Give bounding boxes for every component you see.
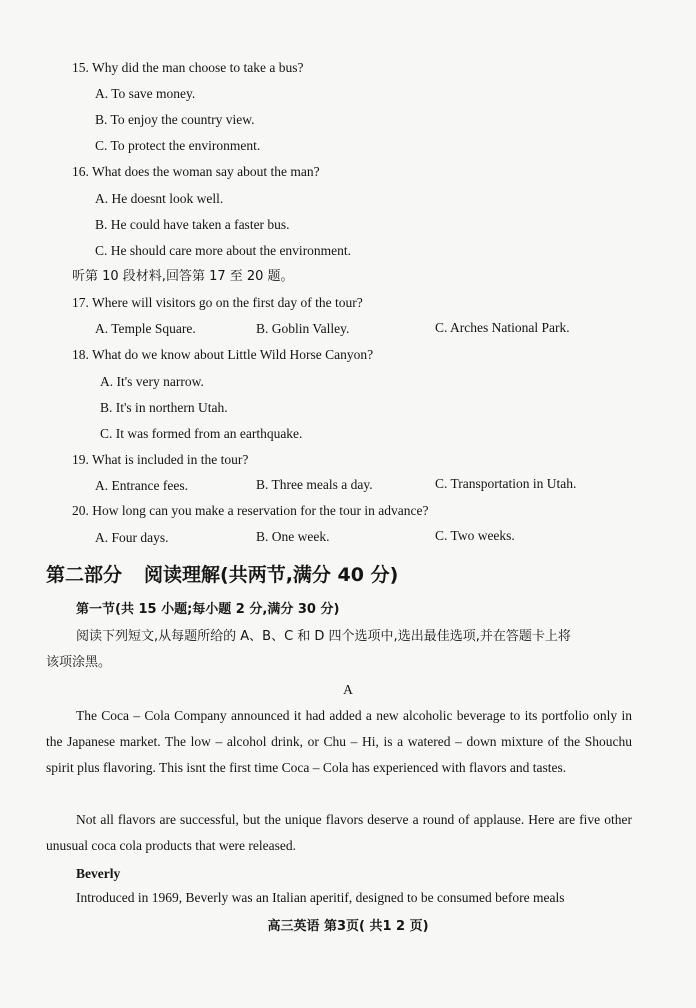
question-16-stem: 16. What does the woman say about the man? (72, 164, 320, 179)
reading-instruction-line-2: 该项涂黑。 (46, 655, 112, 670)
question-17-stem: 17. Where will visitors go on the first day of the tour? (72, 295, 363, 310)
question-16-option-c: C. He should care more about the environment. (95, 243, 352, 258)
page-footer: 高三英语 第3页( 共1 2 页) (267, 919, 429, 934)
question-19-option-a: A. Entrance fees. (95, 478, 188, 493)
passage-label: A (343, 682, 353, 697)
question-18-option-a: A. It's very narrow. (100, 374, 204, 389)
question-19-option-c: C. Transportation in Utah. (435, 476, 577, 491)
passage-paragraph-3: Introduced in 1969, Beverly was an Italian aperitif, designed to be consumed before meals (76, 890, 565, 905)
question-15-option-a: A. To save money. (95, 86, 196, 101)
section-title: 阅读理解(共两节,满分 40 分) (144, 564, 399, 586)
question-17-option-a: A. Temple Square. (95, 321, 196, 336)
question-17-option-c: C. Arches National Park. (435, 320, 570, 335)
question-20-stem: 20. How long can you make a reservation for the tour in advance? (72, 503, 429, 518)
section-heading (46, 563, 398, 587)
question-17-option-b: B. Goblin Valley. (256, 321, 350, 336)
question-15-option-c: C. To protect the environment. (95, 138, 261, 153)
reading-instruction-line-1: 阅读下列短文,从每题所给的 A、B、C 和 D 四个选项中,选出最佳选项,并在答题卡上将 (76, 629, 571, 644)
passage-paragraph-2: Not all flavors are successful, but the unique flavors deserve a round of applause. Here are five other unusual coca cola products that were released. (46, 812, 632, 853)
question-20-option-c: C. Two weeks. (435, 528, 515, 543)
section-part-label: 第二部分 (46, 564, 123, 586)
question-16-option-a: A. He doesnt look well. (95, 191, 224, 206)
passage-paragraph-1: The Coca – Cola Company announced it had added a new alcoholic beverage to its portfolio only in the Japanese market. The low – alcohol drink, or Chu – Hi, is a watered – down mixture of the Shouchu spirit plus flavoring. This isnt the first time Coca – Cola has experienced with flavors and tastes. (46, 708, 632, 775)
question-16-option-b: B. He could have taken a faster bus. (95, 217, 290, 232)
subsection-heading: 第一节(共 15 小题;每小题 2 分,满分 30 分) (76, 602, 340, 617)
question-20-option-b: B. One week. (256, 529, 330, 544)
question-19-option-b: B. Three meals a day. (256, 477, 373, 492)
question-20-option-a: A. Four days. (95, 530, 169, 545)
question-18-option-b: B. It's in northern Utah. (100, 400, 228, 415)
question-18-stem: 18. What do we know about Little Wild Horse Canyon? (72, 347, 374, 362)
question-15-stem: 15. Why did the man choose to take a bus? (72, 60, 304, 75)
listening-instruction: 听第 10 段材料,回答第 17 至 20 题。 (72, 269, 294, 284)
heading-beverly: Beverly (76, 866, 121, 881)
question-19-stem: 19. What is included in the tour? (72, 452, 249, 467)
question-18-option-c: C. It was formed from an earthquake. (100, 426, 303, 441)
question-15-option-b: B. To enjoy the country view. (95, 112, 255, 127)
